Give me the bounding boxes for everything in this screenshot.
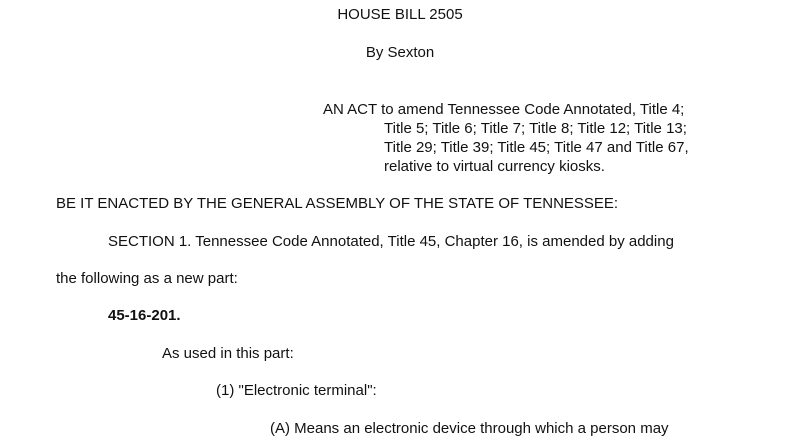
section-1-line-1: SECTION 1. Tennessee Code Annotated, Title 45, Chapter 16, is amended by adding (108, 233, 674, 250)
section-1-line-2: the following as a new part: (56, 270, 238, 287)
definition-1: (1) "Electronic terminal": (216, 382, 377, 399)
code-section-number: 45-16-201. (108, 307, 181, 324)
definition-1a: (A) Means an electronic device through which a person may (270, 420, 669, 437)
bill-sponsor: By Sexton (365, 44, 435, 61)
caption-line-3: Title 29; Title 39; Title 45; Title 47 and Title 67, (384, 139, 689, 156)
definitions-intro: As used in this part: (162, 345, 294, 362)
bill-title: HOUSE BILL 2505 (337, 6, 463, 23)
caption-line-1: AN ACT to amend Tennessee Code Annotated, Title 4; (323, 101, 685, 118)
caption-line-4: relative to virtual currency kiosks. (384, 158, 605, 175)
enacting-clause: BE IT ENACTED BY THE GENERAL ASSEMBLY OF THE STATE OF TENNESSEE: (56, 195, 619, 212)
caption-line-2: Title 5; Title 6; Title 7; Title 8; Title 12; Title 13; (384, 120, 687, 137)
